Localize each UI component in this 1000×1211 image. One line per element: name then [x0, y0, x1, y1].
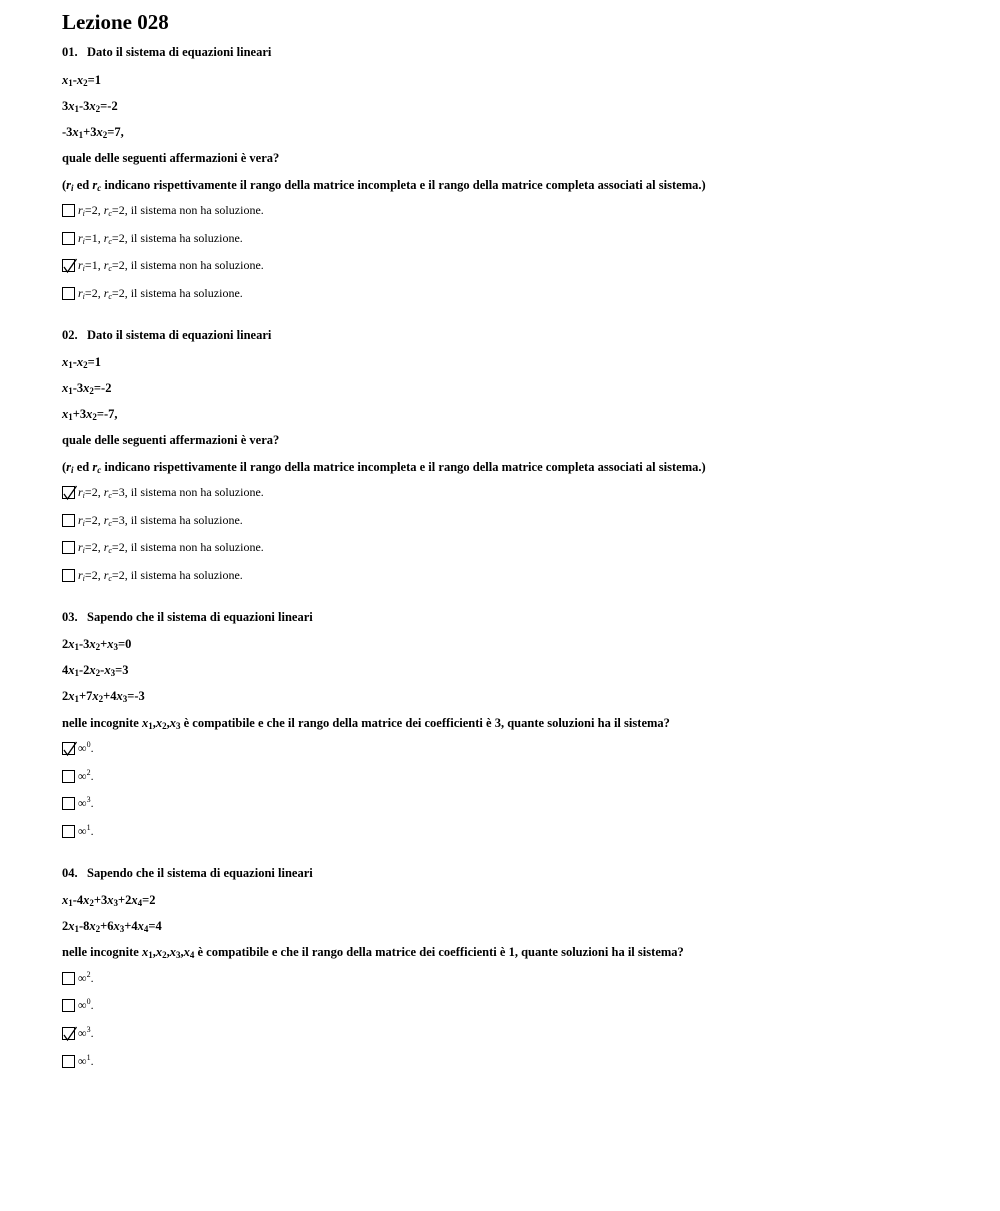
answer-option-text: $r_i=2$, $r_c=2$, il sistema non ha soluzione. — [78, 202, 264, 218]
checked-checkbox[interactable] — [62, 742, 75, 755]
answer-option-text: ∞$^3$. — [78, 1024, 94, 1040]
question-text: nelle incognite $x_1,x_2,x_3$ è compatibile e che il rango della matrice dei coefficienti è 3, quante soluzioni ha il sistema? — [62, 716, 670, 731]
checkmark-icon — [62, 484, 78, 501]
checkbox[interactable] — [62, 569, 75, 582]
answer-option[interactable] — [62, 969, 94, 987]
answer-option-text: ∞$^1$. — [78, 822, 94, 838]
answer-option[interactable] — [62, 229, 243, 247]
answer-option[interactable] — [62, 201, 264, 219]
question-prompt: Sapendo che il sistema di equazioni lineari — [87, 866, 313, 880]
equation: $2x_1+7x_2+4x_3=-3$ — [62, 689, 145, 704]
answer-option[interactable] — [62, 767, 94, 785]
answer-option[interactable] — [62, 483, 264, 501]
question-text: quale delle seguenti affermazioni è vera? — [62, 433, 280, 447]
question-prompt: Dato il sistema di equazioni lineari — [87, 328, 272, 342]
checkbox[interactable] — [62, 514, 75, 527]
equation: $x_1-3x_2=-2$ — [62, 381, 112, 396]
checkbox[interactable] — [62, 770, 75, 783]
checkbox[interactable] — [62, 999, 75, 1012]
answer-option[interactable] — [62, 284, 243, 302]
checkmark-icon — [62, 740, 78, 757]
answer-option[interactable] — [62, 996, 94, 1014]
answer-option-text: $r_i=2$, $r_c=3$, il sistema ha soluzione. — [78, 512, 243, 528]
answer-option-text: ∞$^1$. — [78, 1052, 94, 1068]
checked-checkbox[interactable] — [62, 259, 75, 272]
checkmark-icon — [62, 1025, 78, 1042]
checkbox[interactable] — [62, 972, 75, 985]
checkbox[interactable] — [62, 541, 75, 554]
question-number: 01. — [62, 45, 78, 59]
question-prompt: Dato il sistema di equazioni lineari — [87, 45, 272, 59]
equation: $3x_1-3x_2=-2$ — [62, 99, 118, 114]
question-number: 04. — [62, 866, 78, 880]
question-number: 02. — [62, 328, 78, 342]
question-text: nelle incognite $x_1,x_2,x_3,x_4$ è compatibile e che il rango della matrice dei coefficienti è 1, quante soluzioni ha il sistema? — [62, 945, 684, 960]
checkbox[interactable] — [62, 1055, 75, 1068]
equation: $x_1-4x_2+3x_3+2x_4=2$ — [62, 893, 156, 908]
answer-option-text: $r_i=2$, $r_c=2$, il sistema ha soluzione. — [78, 285, 243, 301]
checkbox[interactable] — [62, 287, 75, 300]
checkbox[interactable] — [62, 204, 75, 217]
answer-option[interactable] — [62, 566, 243, 584]
answer-option-text: ∞$^3$. — [78, 794, 94, 810]
answer-option-text: ∞$^2$. — [78, 969, 94, 985]
answer-option[interactable] — [62, 1024, 94, 1042]
lesson-title: Lezione 028 — [62, 10, 169, 34]
checkbox[interactable] — [62, 825, 75, 838]
question-prompt: Sapendo che il sistema di equazioni lineari — [87, 610, 313, 624]
answer-option-text: ∞$^0$. — [78, 996, 94, 1012]
answer-option[interactable] — [62, 739, 94, 757]
equation: $x_1-x_2=1$ — [62, 355, 102, 370]
answer-option-text: $r_i=2$, $r_c=3$, il sistema non ha soluzione. — [78, 484, 264, 500]
answer-option[interactable] — [62, 511, 243, 529]
question-header — [62, 325, 271, 345]
answer-option-text: $r_i=1$, $r_c=2$, il sistema ha soluzione. — [78, 230, 243, 246]
question-text: quale delle seguenti affermazioni è vera? — [62, 151, 280, 165]
checked-checkbox[interactable] — [62, 1027, 75, 1040]
answer-option-text: $r_i=1$, $r_c=2$, il sistema non ha soluzione. — [78, 257, 264, 273]
question-header — [62, 863, 313, 883]
equation: $x_1+3x_2=-7$, — [62, 407, 118, 422]
checkbox[interactable] — [62, 232, 75, 245]
answer-option-text: $r_i=2$, $r_c=2$, il sistema non ha soluzione. — [78, 539, 264, 555]
question-number: 03. — [62, 610, 78, 624]
answer-option[interactable] — [62, 1052, 94, 1070]
checkmark-icon — [62, 257, 78, 274]
answer-option-text: ∞$^0$. — [78, 739, 94, 755]
answer-option[interactable] — [62, 794, 94, 812]
question-note: ($r_i$ ed $r_c$ indicano rispettivamente il rango della matrice incompleta e il rango della matrice completa associati al sistema.) — [62, 460, 706, 475]
question-header — [62, 42, 271, 62]
checkbox[interactable] — [62, 797, 75, 810]
equation: $4x_1-2x_2-x_3=3$ — [62, 663, 129, 678]
question-header — [62, 607, 313, 627]
answer-option[interactable] — [62, 538, 264, 556]
equation: $-3x_1+3x_2=7$, — [62, 125, 124, 140]
checked-checkbox[interactable] — [62, 486, 75, 499]
equation: $2x_1-3x_2+x_3=0$ — [62, 637, 132, 652]
answer-option-text: $r_i=2$, $r_c=2$, il sistema ha soluzione. — [78, 567, 243, 583]
answer-option[interactable] — [62, 822, 94, 840]
answer-option[interactable] — [62, 256, 264, 274]
answer-option-text: ∞$^2$. — [78, 767, 94, 783]
equation: $x_1-x_2=1$ — [62, 73, 102, 88]
equation: $2x_1-8x_2+6x_3+4x_4=4$ — [62, 919, 162, 934]
question-note: ($r_i$ ed $r_c$ indicano rispettivamente il rango della matrice incompleta e il rango della matrice completa associati al sistema.) — [62, 178, 706, 193]
